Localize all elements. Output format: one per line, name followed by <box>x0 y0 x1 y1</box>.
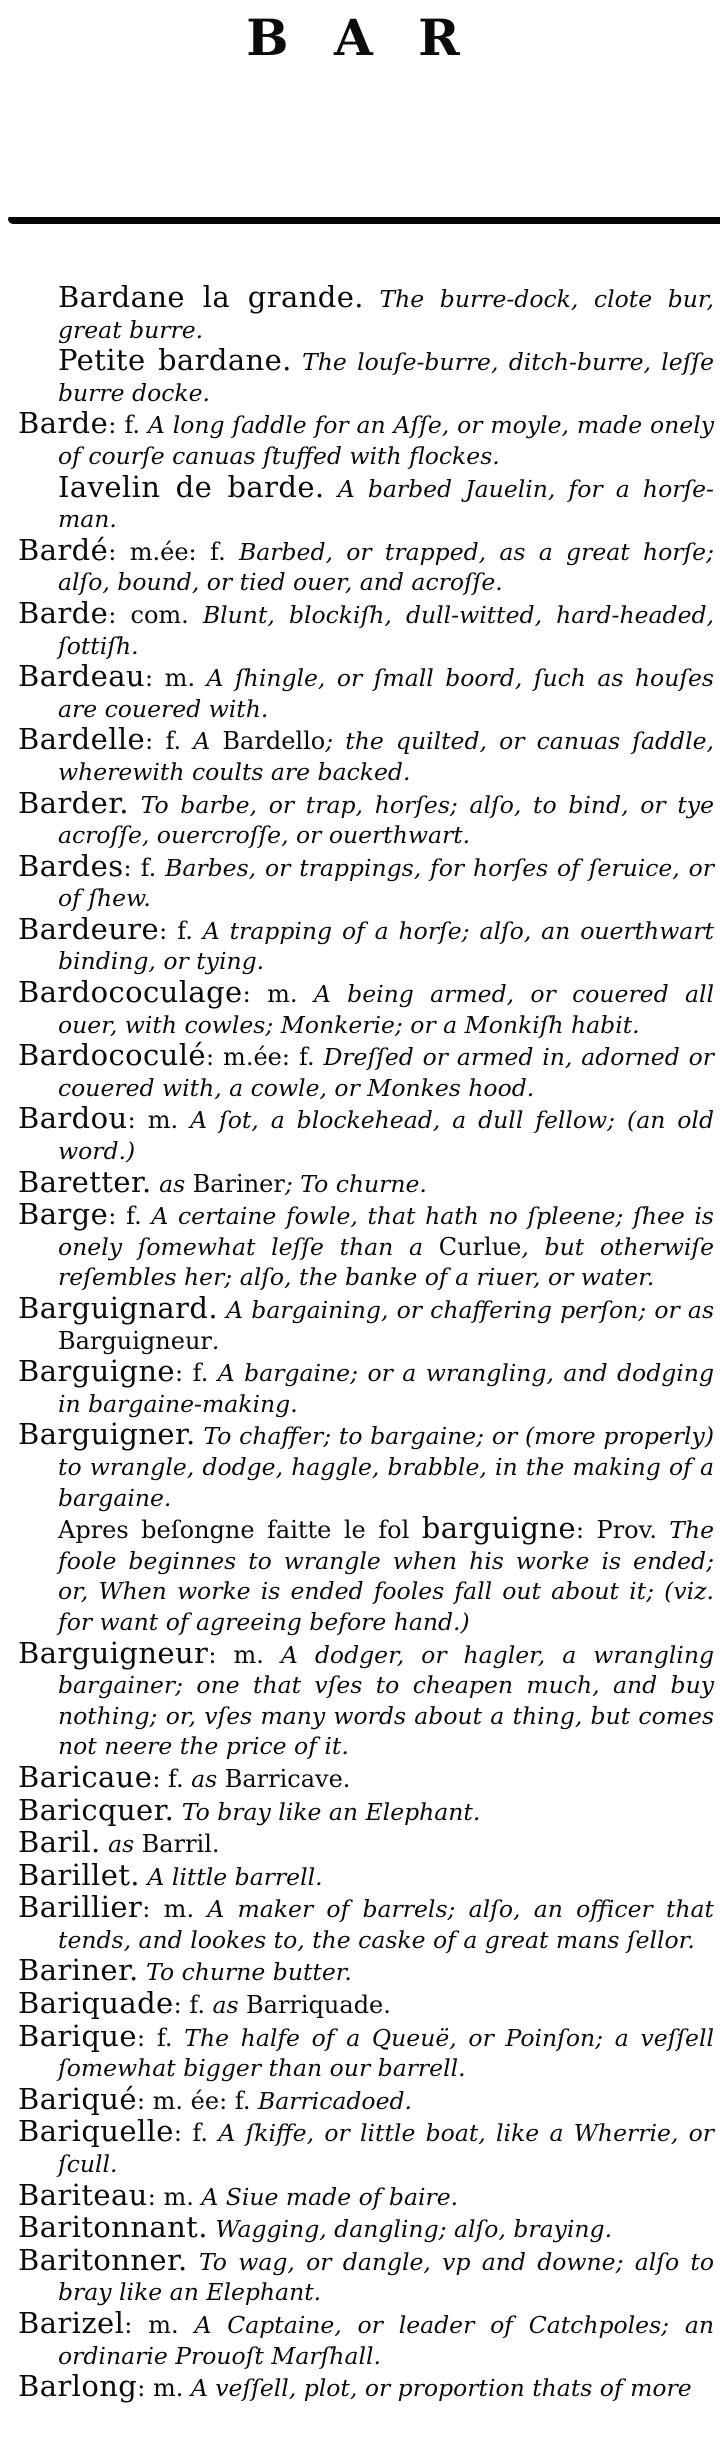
dictionary-entry <box>18 1356 714 1419</box>
gender-tag: : f. <box>173 2119 209 2148</box>
dictionary-entry <box>18 848 714 914</box>
headword: Barizel <box>18 2306 125 2340</box>
gender-tag: : m.ée: f. <box>108 537 226 566</box>
gender-tag: : m. <box>242 980 298 1009</box>
dictionary-entry <box>18 1199 714 1293</box>
headword: Bardeure <box>18 911 160 946</box>
dictionary-entry <box>18 1419 714 1513</box>
definition-text: as <box>151 1169 193 1198</box>
definition-text: A maker of barrels; alſo, an officer that tends, and lookes to, the caske of a great mans ſellor. <box>58 1895 714 1954</box>
cross-reference: : Prov. <box>575 1516 657 1545</box>
gender-tag: : m. <box>124 2311 179 2339</box>
definition-text: To wag, or dangle, vp and downe; alſo to bray like an Elephant. <box>58 2247 714 2307</box>
definition-text: Wagging, dangling; alſo, braying. <box>207 2215 613 2244</box>
dictionary-entry <box>18 2081 714 2117</box>
dictionary-entry <box>18 1293 714 1356</box>
gender-tag: : m. <box>208 1640 264 1669</box>
headword: Baretter. <box>18 1164 152 1199</box>
dictionary-entry <box>18 785 714 851</box>
headword: Barge <box>18 1197 109 1232</box>
definition-text: A ſkiffe, or little boat, like a Wherrie, or ſcull. <box>58 2119 714 2179</box>
dictionary-entry <box>18 1635 714 1762</box>
dictionary-entry <box>18 469 714 535</box>
gender-tag: : com. <box>108 600 189 629</box>
dictionary-entry <box>18 1955 714 1988</box>
dictionary-entry <box>18 1792 714 1828</box>
gender-tag: : m. <box>142 1895 195 1924</box>
definition-text: To barbe, or trap, horſes; alſo, to bind, or tye acroſſe, ouercroſſe, or ouerthwart. <box>58 790 714 850</box>
headword: Barguigne <box>18 1354 175 1389</box>
definition-text: A little barrell. <box>139 1862 323 1891</box>
gender-tag: : f. <box>123 853 157 882</box>
definition-text: The foole beginnes to wrangle when his worke is ended; or, When worke is ended fooles fall out about it; (viz. for want of agreeing before hand.) <box>58 1516 715 1636</box>
gender-tag: : f. <box>152 1764 184 1793</box>
headword: Barder. <box>18 785 129 820</box>
dictionary-entry <box>18 345 714 408</box>
definition-text: A <box>181 727 223 756</box>
dictionary-entry <box>18 2116 714 2179</box>
dictionary-entry <box>18 1513 714 1637</box>
definition-text: A Siue made of baire. <box>193 2182 459 2211</box>
dictionary-entry <box>18 408 714 471</box>
definition-text: A trapping of a horſe; alſo, an ouerthwart binding, or tying. <box>58 916 714 976</box>
headword: Barillet. <box>18 1857 140 1892</box>
gender-tag: : f. <box>159 916 193 945</box>
dictionary-entry <box>18 2177 714 2213</box>
definition-text: A bargaine; or a wrangling, and dodging in bargaine-making. <box>58 1359 714 1418</box>
dictionary-entry <box>18 1164 714 1200</box>
definition-text: A barbed Jauelin, for a horſe-man. <box>58 474 714 534</box>
headword: Barde <box>18 595 109 630</box>
definition-text: A certaine fowle, that hath no ſpleene; ſhee is onely ſomewhat leſſe than a <box>58 1202 714 1261</box>
headword: Bariquade <box>18 1986 174 2021</box>
headword: Baril. <box>18 1825 101 1860</box>
gender-tag: : m. <box>147 2182 194 2211</box>
headword: Bariteau <box>18 2177 148 2212</box>
dictionary-entry <box>18 2018 715 2084</box>
dictionary-entry <box>18 2371 714 2404</box>
definition-text: A veſſell, plot, or proportion thats of more <box>183 2374 692 2403</box>
definition-text: A being armed, or couered all ouer, with cowles; Monkerie; or a Monkiſh habit. <box>58 980 714 1039</box>
definition-text: ; To churne. <box>284 1169 427 1198</box>
cross-reference: Barguigneur <box>58 1326 212 1355</box>
headword: Bardococulage <box>18 975 243 1010</box>
headword: Bardane la grande. <box>58 280 364 314</box>
headword: Barlong <box>18 2369 138 2404</box>
dictionary-entry <box>18 282 714 345</box>
definition-text: ; the quilted, or canuas ſaddle, wherewith coults are backed. <box>58 727 714 786</box>
gender-tag: : m. <box>144 664 196 693</box>
definition-text: The burre-dock, clote bur, great burre. <box>58 285 714 344</box>
headword: barguigne <box>421 1511 576 1546</box>
gender-tag: : f. <box>108 411 140 440</box>
headword: Bardes <box>18 848 124 883</box>
dictionary-entry <box>18 1040 714 1103</box>
headword: Petite bardane. <box>58 343 292 378</box>
definition-text: A long ſaddle for an Aſſe, or moyle, made onely of courſe canuas ſtuffed with flockes. <box>58 411 714 470</box>
definition-text: The halfe of a Queuë, or Poinſon; a veſſell ſomewhat bigger than our barrell. <box>58 2023 715 2083</box>
definition-text: Barbed, or trapped, as a great horſe; alſo, bound, or tied ouer, and acroſſe. <box>58 537 714 597</box>
definition-text: Barbes, or trappings, for horſes of ſeruice, or of ſhew. <box>58 853 714 913</box>
definition-text: A dodger, or hagler, a wrangling bargainer; one that vſes to cheapen much, and buy nothing; or, vſes many words about a thing, but comes not neere the price of it. <box>58 1640 714 1761</box>
definition-text: The louſe-burre, ditch-burre, leſſe burre docke. <box>58 348 714 407</box>
gender-tag: : m. ée: f. <box>136 2086 251 2115</box>
definition-text: A ſhingle, or ſmall boord, ſuch as houſes are couered with. <box>58 664 714 723</box>
cross-reference: Barricave. <box>224 1764 351 1793</box>
dictionary-entry <box>18 2242 714 2308</box>
cross-reference: Barril. <box>141 1830 220 1859</box>
dictionary-entry <box>18 2308 714 2371</box>
dictionary-entry <box>18 1857 714 1893</box>
headword: Barique <box>18 2018 137 2053</box>
headword: Baricquer. <box>18 1792 175 1827</box>
headword: Iavelin de barde. <box>58 469 325 504</box>
headword: Baricaue <box>18 1759 153 1794</box>
cross-reference: Apres beſongne faitte le fol <box>58 1516 422 1545</box>
dictionary-entry <box>18 977 714 1040</box>
gender-tag: : f. <box>173 1991 205 2020</box>
dictionary-entry <box>18 595 714 661</box>
headword: Barde <box>18 406 109 441</box>
headword: Bardococulé <box>18 1038 206 1073</box>
cross-reference: Barriquade. <box>246 1991 391 2020</box>
headword: Bardeau <box>18 659 145 694</box>
dictionary-entry <box>18 1759 714 1795</box>
headword: Barguigneur <box>18 1635 209 1670</box>
headword: Bariquelle <box>18 2114 174 2149</box>
definition-text: Barricadoed. <box>250 2086 412 2115</box>
headword: Barguignard. <box>18 1291 218 1325</box>
definition-text: A bargaining, or chaffering perſon; or as <box>217 1296 714 1324</box>
cross-reference: Curlue <box>438 1232 522 1261</box>
dictionary-entry <box>18 1988 714 2021</box>
page-header-letters: B A R <box>246 8 474 67</box>
dictionary-entry <box>18 1827 714 1860</box>
headword: Bariqué <box>18 2081 137 2116</box>
definition-text: A ſot, a blockehead, a dull fellow; (an old word.) <box>58 1106 714 1166</box>
dictionary-entry <box>18 2212 714 2245</box>
dictionary-entry <box>18 532 714 598</box>
headword: Bardé <box>18 532 109 567</box>
cross-reference: Bardello <box>222 727 326 756</box>
headword: Bardou <box>18 1101 128 1136</box>
definition-text: . <box>211 1326 220 1355</box>
gender-tag: : f. <box>145 727 182 756</box>
definition-text: as <box>204 1991 246 2020</box>
definition-text: , but otherwiſe reſembles her; alſo, the banke of a riuer, or water. <box>58 1232 714 1292</box>
definition-text: as <box>183 1764 225 1793</box>
definition-text: Dreſſed or armed in, adorned or couered with, a cowle, or Monkes hood. <box>58 1043 714 1102</box>
definition-text: To bray like an Elephant. <box>174 1797 481 1826</box>
definition-text: as <box>100 1830 142 1859</box>
gender-tag: : f. <box>174 1359 209 1388</box>
gender-tag: : m. <box>127 1106 179 1135</box>
definition-text: To chaffer; to bargaine; or (more properly) to wrangle, dodge, haggle, brabble, in the making of a bargaine. <box>58 1422 714 1512</box>
gender-tag: : f. <box>136 2023 173 2052</box>
gender-tag: : m.ée: f. <box>205 1043 315 1072</box>
gender-tag: : m. <box>137 2374 184 2403</box>
headword: Baritonner. <box>18 2242 188 2277</box>
dictionary-entry <box>18 661 714 724</box>
dictionary-entry <box>18 1103 714 1166</box>
dictionary-entry <box>18 1892 714 1955</box>
definition-text: To churne butter. <box>138 1958 352 1987</box>
dictionary-entry <box>18 911 714 977</box>
headword: Barguigner. <box>18 1417 196 1452</box>
gender-tag: : f. <box>108 1202 142 1231</box>
headword: Barillier <box>18 1890 143 1925</box>
cross-reference: Bariner <box>192 1169 285 1198</box>
definition-text: A Captaine, or leader of Catchpoles; an ordinarie Prouoſt Marſhall. <box>58 2311 714 2370</box>
headword: Baritonnant. <box>18 2210 208 2245</box>
headword: Bariner. <box>18 1953 139 1988</box>
entry-list <box>0 282 720 2404</box>
headword: Bardelle <box>18 722 146 757</box>
header-rule <box>8 217 720 224</box>
dictionary-entry <box>18 724 714 787</box>
definition-text: Blunt, blockiſh, dull-witted, hard-headed, ſottiſh. <box>58 600 714 660</box>
